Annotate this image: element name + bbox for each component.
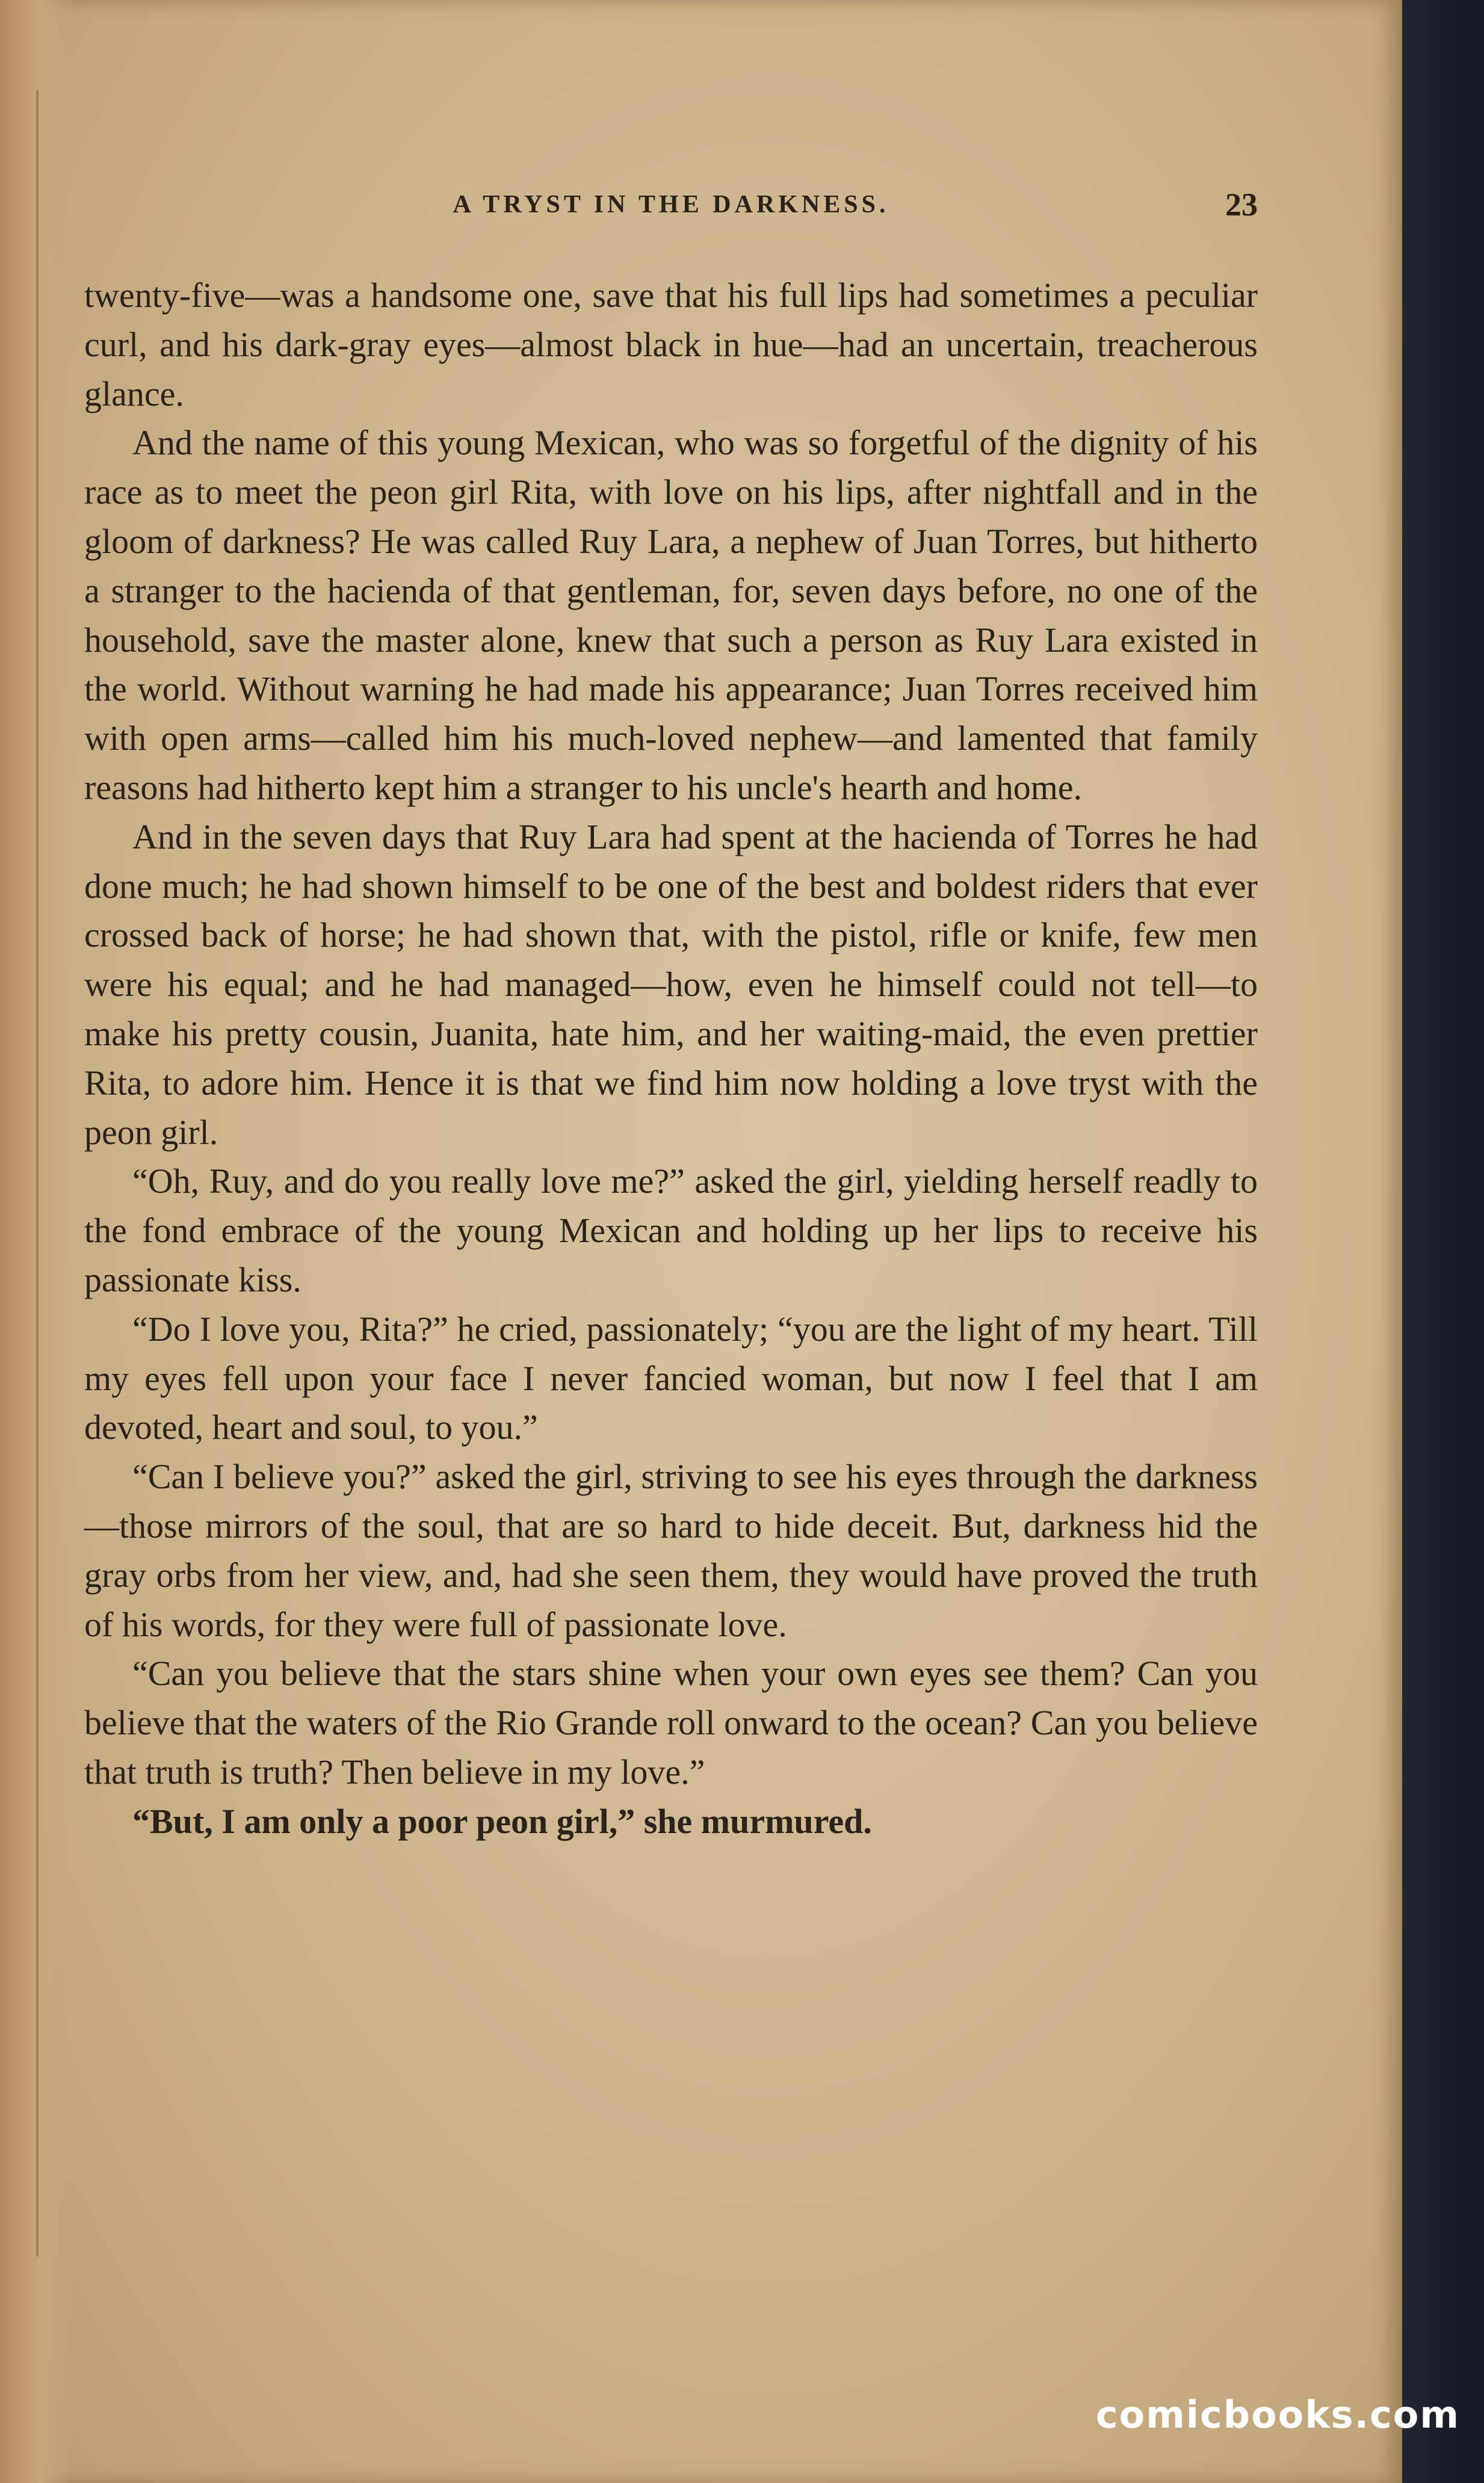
binding-crease xyxy=(36,90,39,2257)
page-number: 23 xyxy=(1225,187,1258,223)
running-title: A TRYST IN THE DARKNESS. xyxy=(453,191,889,218)
backdrop xyxy=(1400,0,1484,2483)
paragraph-5: “Do I love you, Rita?” he cried, passionately; “you are the light of my heart. Till my eyes fell upon your face I never fancied woman, but now I feel that I am devoted, heart and soul, to you.” xyxy=(84,1309,1258,1447)
paragraph-7: “Can you believe that the stars shine when your own eyes see them? Can you believe that the waters of the Rio Grande roll onward to the ocean? Can you believe that truth is truth? Then believe in my love.” xyxy=(84,1654,1258,1792)
paragraph-6: “Can I believe you?” asked the girl, striving to see his eyes through the darkness—those mirrors of the soul, that are so hard to hide deceit. But, darkness hid the gray orbs from her view, and, had she seen them, they would have proved the truth of his words, for they were full of passionate love. xyxy=(84,1457,1258,1644)
paragraph-3: And in the seven days that Ruy Lara had spent at the hacienda of Torres he had done much; he had shown himself to be one of the best and boldest riders that ever crossed back of horse; he had shown that, with the pistol, rifle or knife, few men were his equal; and he had managed—how, even he himself could not tell—to make his pretty cousin, Juanita, hate him, and her waiting-maid, the even prettier Rita, to adore him. Hence it is that we find him now holding a love tryst with the peon girl. xyxy=(84,817,1258,1152)
watermark: comicbooks.com xyxy=(1095,2393,1460,2437)
paragraph-1: twenty-five—was a handsome one, save that his full lips had sometimes a peculiar curl, and his dark-gray eyes—almost black in hue—had an uncertain, treacherous glance. xyxy=(84,276,1258,413)
paragraph-4: “Oh, Ruy, and do you really love me?” asked the girl, yielding herself readly to the fond embrace of the young Mexican and holding up her lips to receive his passionate kiss. xyxy=(84,1161,1258,1299)
paragraph-2: And the name of this young Mexican, who was so forgetful of the dignity of his race as to meet the peon girl Rita, with love on his lips, after nightfall and in the gloom of darkness? He was called Ruy Lara, a nephew of Juan Torres, but hitherto a stranger to the hacienda of that gentleman, for, seven days before, no one of the household, save the master alone, knew that such a person as Ruy Lara existed in the world. Without warning he had made his appearance; Juan Torres received him with open arms—called him his much-loved nephew—and lamented that family reasons had hitherto kept him a stranger to his uncle's hearth and home. xyxy=(84,423,1258,807)
paragraph-8: “But, I am only a poor peon girl,” she murmured. xyxy=(132,1801,872,1841)
text-body xyxy=(84,271,1258,1846)
running-head xyxy=(84,181,1258,229)
